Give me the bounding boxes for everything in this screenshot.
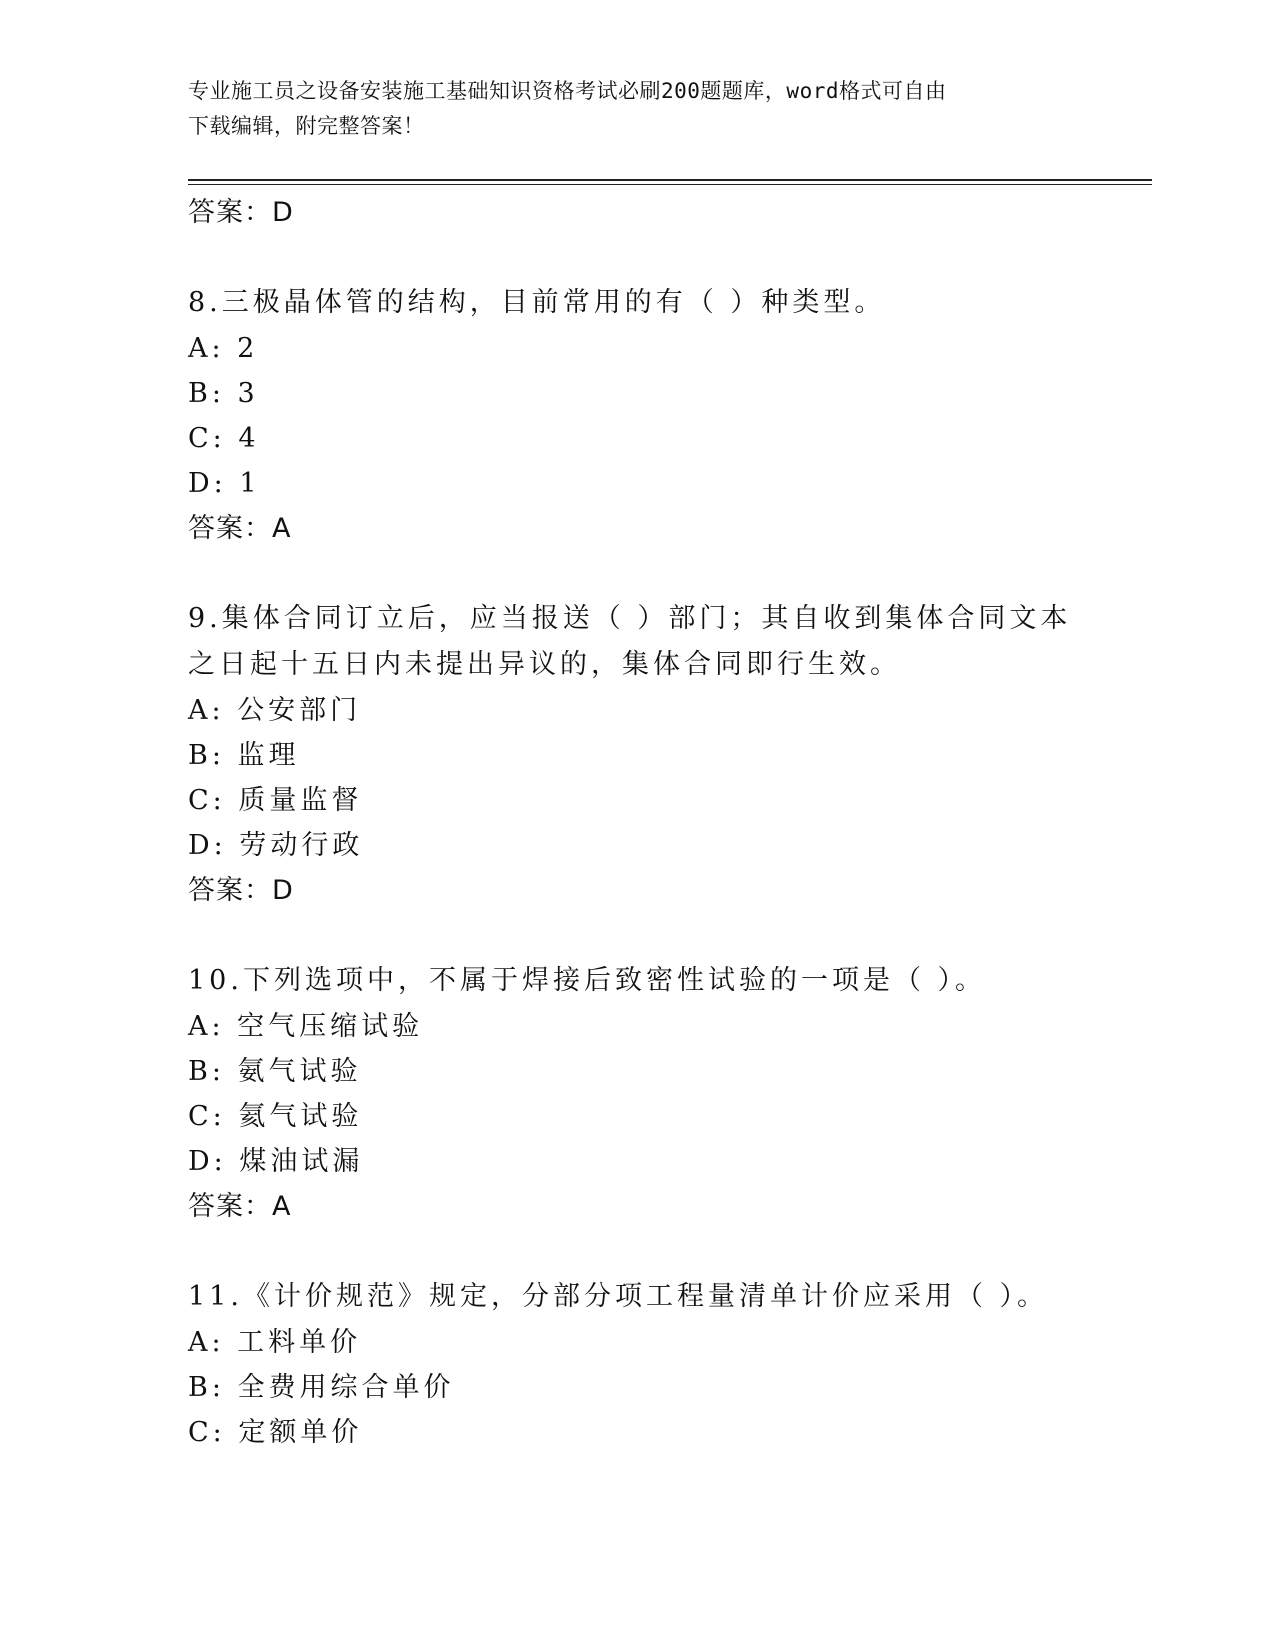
option-d: D: 煤油试漏 — [188, 1146, 364, 1177]
header-line-1: 专业施工员之设备安装施工基础知识资格考试必刷200题题库，word格式可自由 — [188, 79, 947, 103]
option-a: A: 空气压缩试验 — [188, 1011, 424, 1042]
question-answer: 答案：A — [188, 513, 292, 544]
question-block — [188, 596, 1088, 914]
option-c: C: 质量监督 — [188, 785, 363, 816]
question-answer: 答案：A — [188, 1191, 292, 1222]
spacer — [188, 236, 1088, 280]
spacer — [188, 914, 1088, 958]
option-b: B: 监理 — [188, 740, 300, 771]
question-block — [188, 958, 1088, 1230]
previous-answer: 答案：D — [188, 197, 294, 228]
option-c: C: 4 — [188, 423, 260, 454]
option-b: B: 3 — [188, 378, 259, 409]
spacer — [188, 1230, 1088, 1274]
question-stem: 10.下列选项中，不属于焊接后致密性试验的一项是（ ）。 — [188, 965, 987, 996]
header-divider — [188, 179, 1152, 181]
option-d: D: 劳动行政 — [188, 830, 364, 861]
option-d: D: 1 — [188, 468, 261, 499]
question-block — [188, 280, 1088, 552]
header-line-2: 下载编辑，附完整答案！ — [188, 114, 425, 138]
option-b: B: 氨气试验 — [188, 1056, 362, 1087]
spacer — [188, 552, 1088, 596]
option-a: A: 公安部门 — [188, 695, 362, 726]
question-stem: 8.三极晶体管的结构，目前常用的有（ ）种类型。 — [188, 287, 886, 318]
option-b: B: 全费用综合单价 — [188, 1372, 455, 1403]
document-header — [188, 74, 1068, 144]
question-answer: 答案：D — [188, 875, 294, 906]
option-a: A: 2 — [188, 333, 259, 364]
question-list — [188, 190, 1088, 1455]
question-block — [188, 1274, 1088, 1455]
option-c: C: 氦气试验 — [188, 1101, 363, 1132]
option-a: A: 工料单价 — [188, 1327, 362, 1358]
option-c: C: 定额单价 — [188, 1417, 363, 1448]
question-stem: 9.集体合同订立后，应当报送（ ）部门；其自收到集体合同文本之日起十五日内未提出异议的，集体合同即行生效。 — [188, 603, 1072, 680]
question-stem: 11.《计价规范》规定，分部分项工程量清单计价应采用（ ）。 — [188, 1281, 1049, 1312]
header-divider-thin — [188, 184, 1152, 185]
